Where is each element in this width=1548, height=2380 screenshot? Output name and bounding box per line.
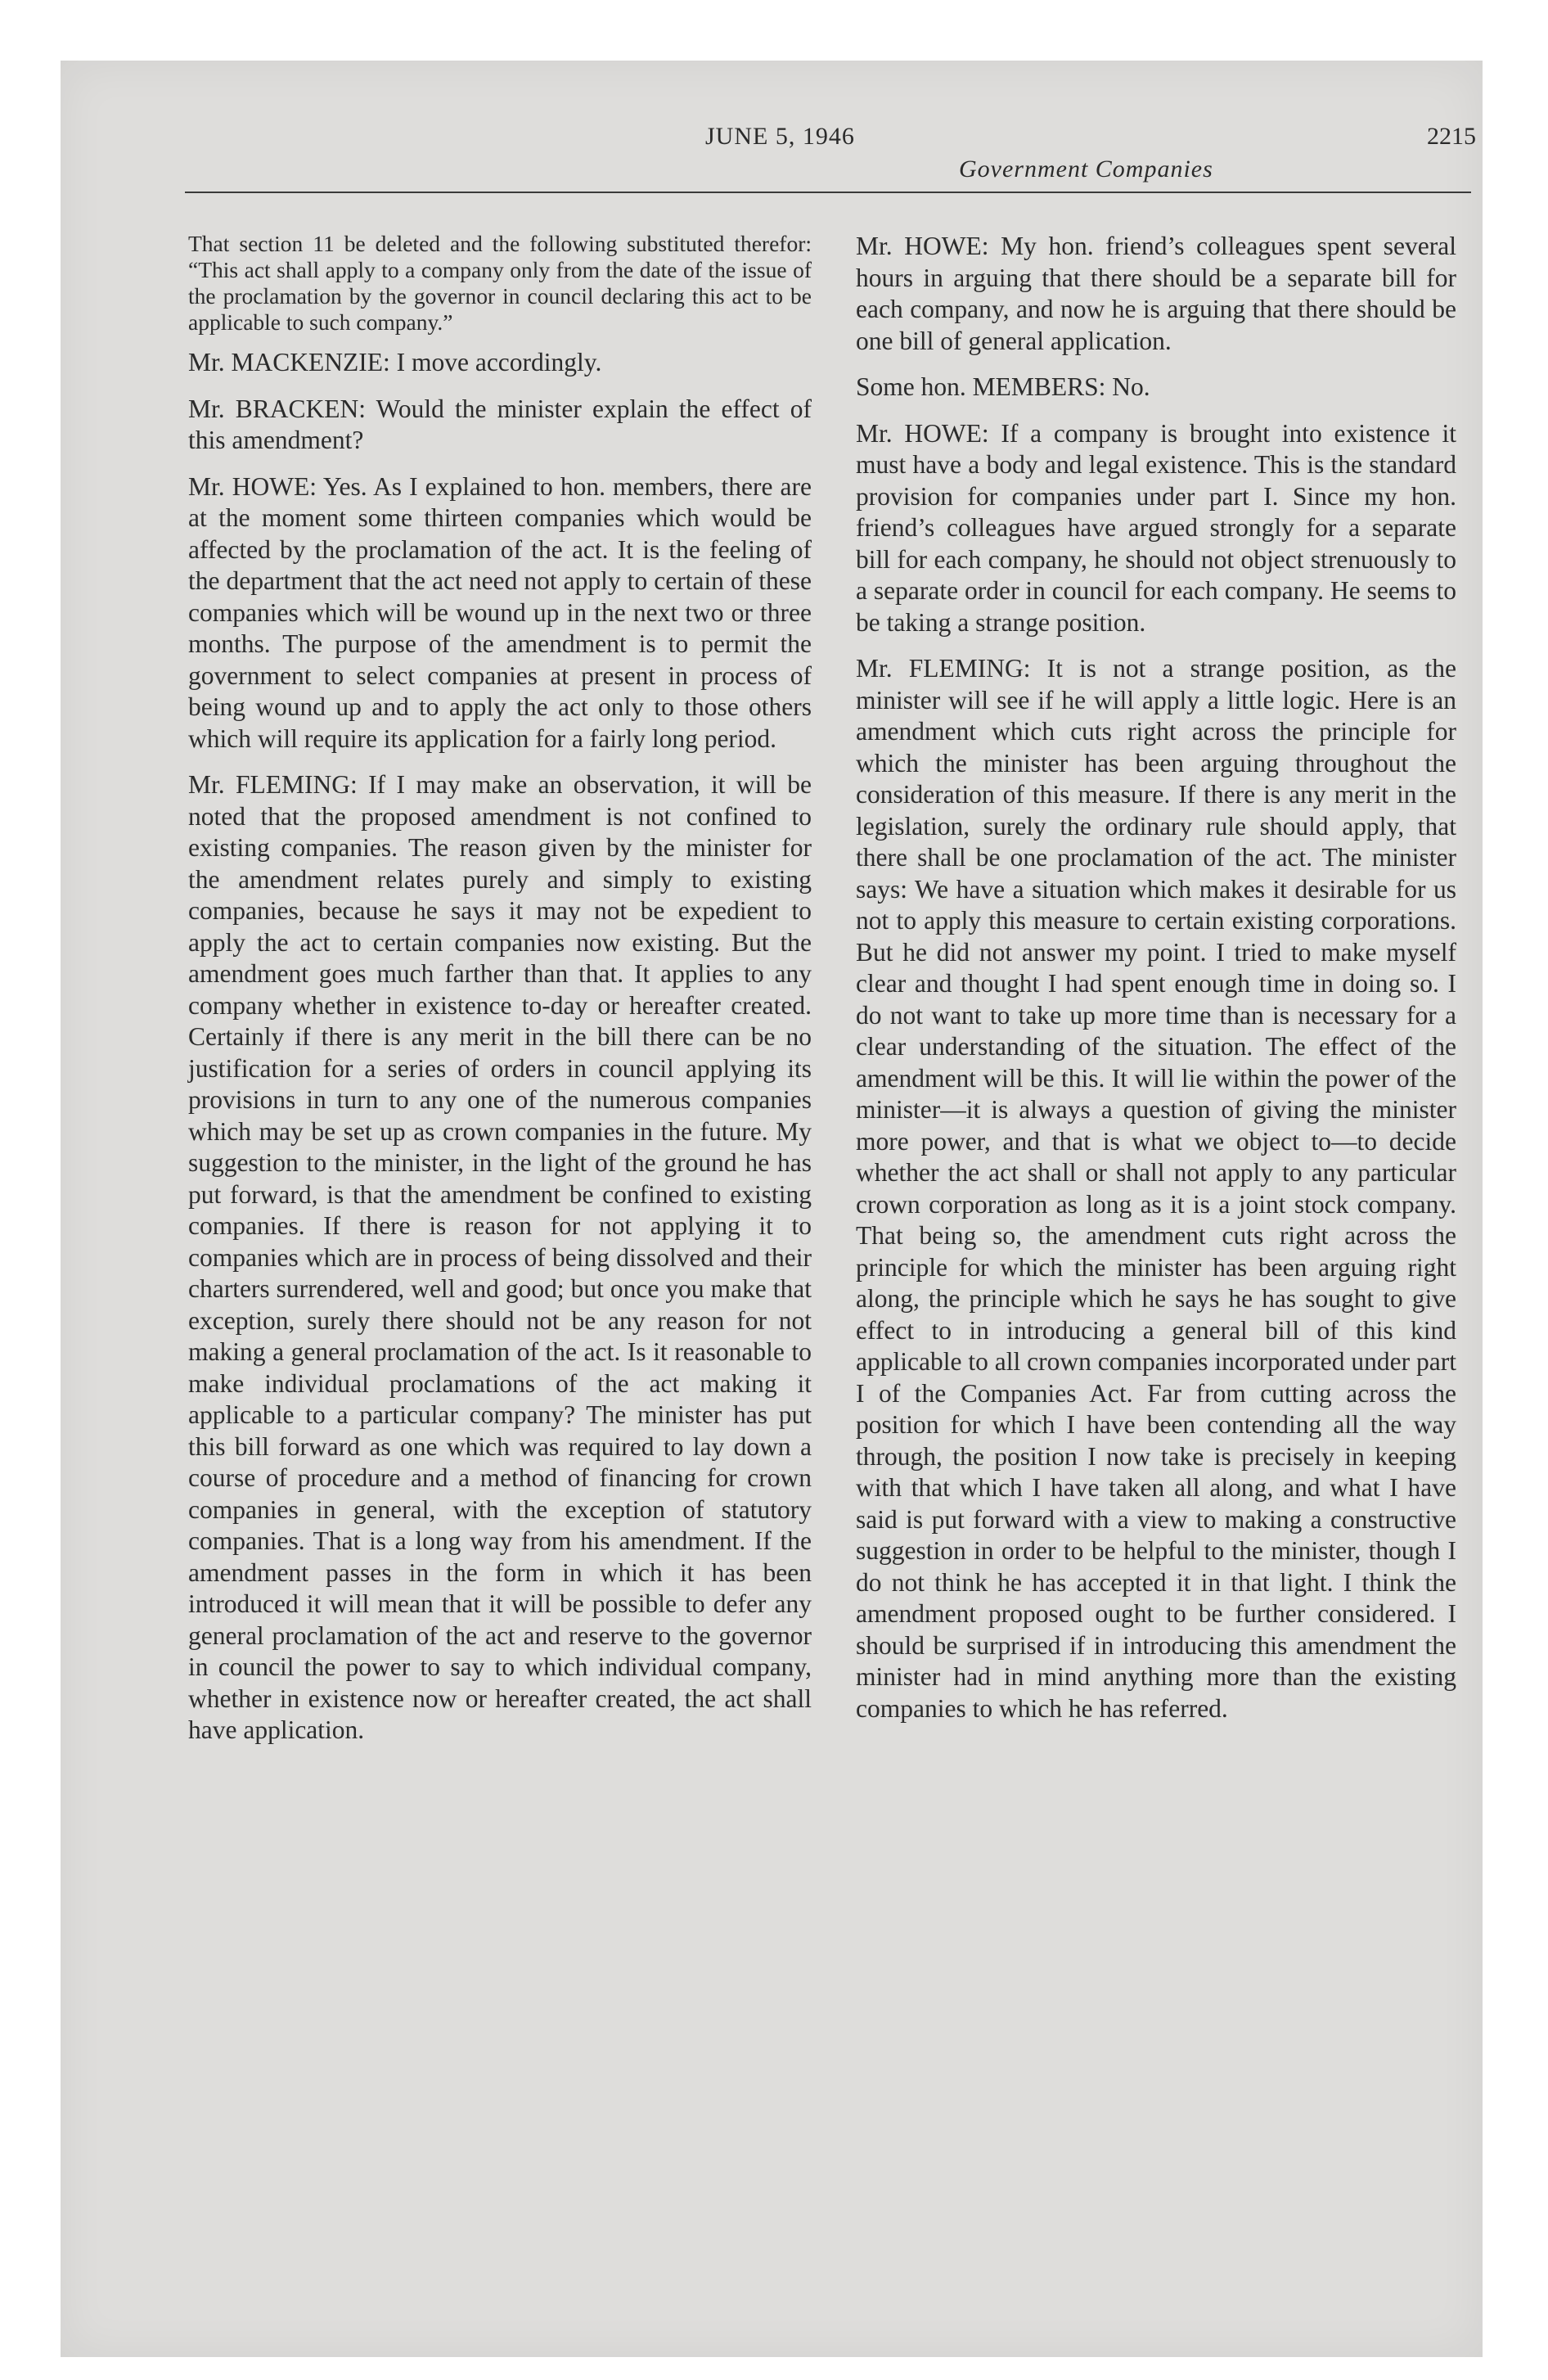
speech-howe: Mr. HOWE: Yes. As I explained to hon. members, there are at the moment some thirteen companies which would be affected by the proclamation of the act. It is the feeling of the department that the act need not apply to certain of these companies which will be wound up in the next two or three months. The purpose of the amendment is to permit the government to select companies at present in process of being wound up and to apply the act only to those others which will require its application for a fairly long period. bbox=[188, 471, 812, 753]
amendment-text: That section 11 be deleted and the following substituted therefor: “This act shall apply to a company only from the date of the issue of the proclamation by the governor in council declaring this act to be applicable to such company.” bbox=[188, 231, 812, 335]
left-column bbox=[188, 231, 812, 1761]
speech-fleming: Mr. FLEMING: It is not a strange position, as the minister will see if he will apply a little logic. Here is an amendment which cuts right across the principle for which the minister has been arguing throughout the consideration of this measure. If there is any merit in the legislation, surely the ordinary rule should apply, that there shall be one proclamation of the act. The minister says: We have a situation which makes it desirable for us not to apply this measure to certain existing corporations. But he did not answer my point. I tried to make myself clear and thought I had spent enough time in doing so. I do not want to take up more time than is necessary for a clear understanding of the situation. The effect of the amendment will be this. It will lie within the power of the minister—it is always a question of giving the minister more power, and that is what we object to—to decide whether the act shall or shall not apply to any particular crown corporation as long as it is a joint stock company. That being so, the amendment cuts right across the principle for which the minister has been arguing right along, the principle which he says he has sought to give effect to in introducing a general bill of this kind applicable to all crown companies incorporated under part I of the Companies Act. Far from cutting across the position for which I have been contending all the way through, the position I now take is precisely in keeping with that which I have taken all along, and what I have said is put forward with a view to making a constructive suggestion in order to be helpful to the minister, though I do not think he has accepted it in that light. I think the amendment proposed ought to be further considered. I should be surprised if in introducing this amendment the minister had in mind anything more than the existing companies to which he has referred. bbox=[856, 654, 1456, 1723]
page-header bbox=[185, 113, 1481, 195]
speech-howe: Mr. HOWE: My hon. friend’s colleagues spent several hours in arguing that there should be a separate bill for each company, and now he is arguing that there should be one bill of general application. bbox=[856, 232, 1456, 355]
right-column bbox=[856, 231, 1456, 1739]
header-section-title: Government Companies bbox=[959, 156, 1213, 183]
header-date: JUNE 5, 1946 bbox=[705, 123, 855, 150]
header-rule bbox=[185, 192, 1471, 193]
speech-mackenzie: Mr. MACKENZIE: I move accordingly. bbox=[188, 348, 602, 376]
header-page-number: 2215 bbox=[1427, 123, 1476, 150]
speech-bracken: Mr. BRACKEN: Would the minister explain the effect of this amendment? bbox=[188, 394, 812, 454]
speech-howe: Mr. HOWE: If a company is brought into existence it must have a body and legal existence. This is the standard provision for companies under part I. Since my hon. friend’s colleagues have argued strongly for a separate bill for each company, he should not object strenuously to a separate order in council for each company. He seems to be taking a strange position. bbox=[856, 418, 1456, 637]
speech-some-members: Some hon. MEMBERS: No. bbox=[856, 372, 1150, 401]
speech-fleming: Mr. FLEMING: If I may make an observation, it will be noted that the proposed amendment is not confined to existing companies. The reason given by the minister for the amendment relates purely and simply to existing companies, because he says it may not be expedient to apply the act to certain companies now existing. But the amendment goes much farther than that. It applies to any company whether in existence to-day or hereafter created. Certainly if there is any merit in the bill there can be no justification for a series of orders in council applying its provisions in turn to any one of the numerous companies which may be set up as crown companies in the future. My suggestion to the minister, in the light of the ground he has put forward, is that the amendment be confined to existing companies. If there is reason for not applying it to companies which are in process of being dissolved and their charters surrendered, well and good; but once you make that exception, surely there should not be any reason for not making a general proclamation of the act. Is it reasonable to make individual proclamations of the act making it applicable to a particular company? The minister has put this bill forward as one which was required to lay down a course of procedure and a method of financing for crown companies in general, with the exception of statutory companies. That is a long way from his amendment. If the amendment passes in the form in which it has been introduced it will mean that it will be possible to defer any general proclamation of the act and reserve to the governor in council the power to say to which individual company, whether in existence now or hereafter created, the act shall have application. bbox=[188, 770, 812, 1744]
